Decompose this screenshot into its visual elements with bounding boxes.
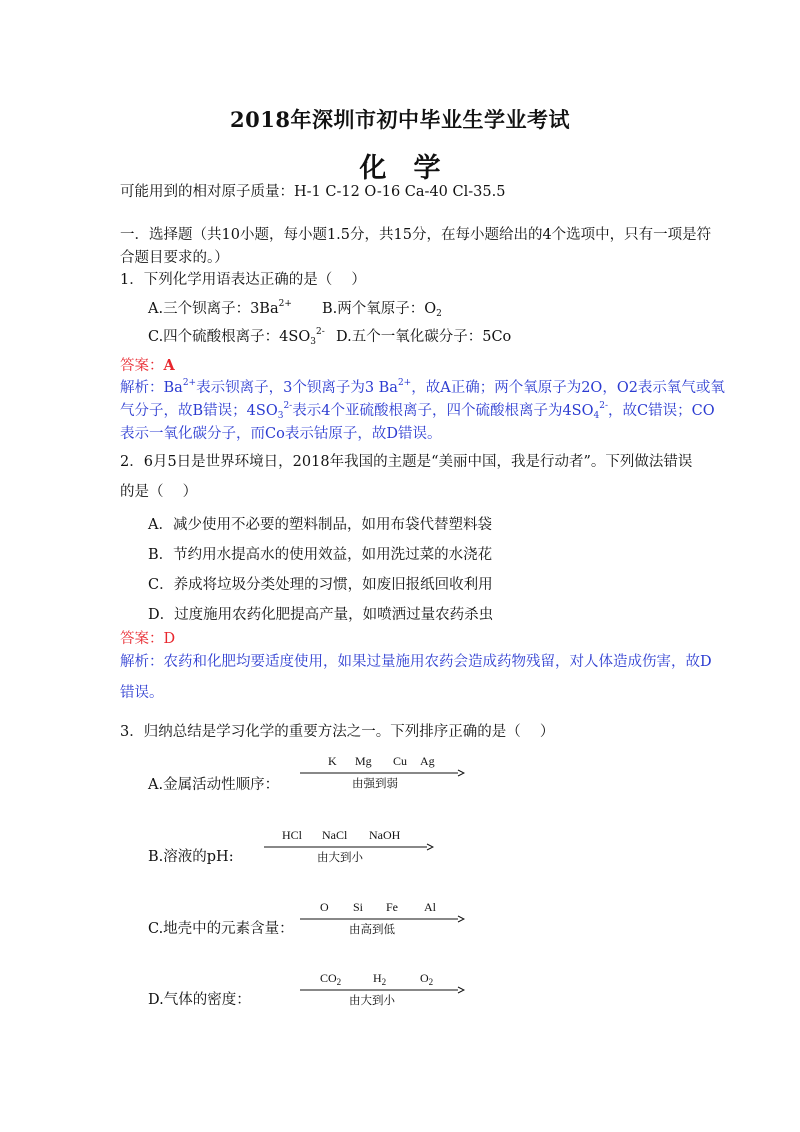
q1-explanation-line1: 解析：$Ba^{2+}$表示钡离子，3个钡离子为3 $Ba^{2+}$，故A正确；两个氧原子为2O，O2表示氧气或氧 — [120, 378, 725, 396]
q3-option-c-diagram — [300, 900, 465, 936]
q1-option-b: B.两个氧原子：$O_2$ — [322, 301, 442, 319]
q2-option-a: A．减少使用不必要的塑料制品，如用布袋代替塑料袋 — [148, 517, 492, 533]
q3-d-item: $O_2$ — [420, 971, 434, 987]
section-instructions-line2: 合题目要求的。） — [120, 250, 229, 266]
q2-stem-line1: 2．6月5日是世界环境日，2018年我国的主题是“美丽中国，我是行动者”。下列做法错误 — [120, 454, 693, 470]
q3-stem: 3．归纳总结是学习化学的重要方法之一。下列排序正确的是（ ） — [120, 724, 555, 740]
exam-title: 2018年深圳市初中毕业生学业考试 — [230, 107, 570, 132]
q3-d-item: $H_2$ — [373, 971, 387, 987]
q3-b-order-note: 由大到小 — [317, 850, 363, 864]
q3-option-d-label: D.气体的密度： — [148, 992, 251, 1008]
q1-option-d: D.五个一氧化碳分子：5Co — [336, 329, 512, 345]
q3-a-item: Ag — [420, 754, 435, 768]
q2-stem-line2: 的是（ ） — [120, 484, 198, 500]
q3-option-b-label: B.溶液的pH: — [148, 849, 234, 865]
q1-explanation-line2: 气分子，故B错误；$4SO_3^{2-}$表示4个亚硫酸根离子，四个硫酸根离子为$4SO_4^{2-}$，故C错误；CO — [120, 401, 715, 421]
q3-c-order-note: 由高到低 — [349, 922, 395, 936]
q3-option-b-diagram — [264, 828, 434, 864]
q2-answer: 答案：D — [120, 631, 176, 647]
q2-option-b: B．节约用水提高水的使用效益，如用洗过菜的水浇花 — [148, 547, 493, 563]
q2-explanation-line1: 解析：农药和化肥均要适度使用，如果过量施用农药会造成药物残留，对人体造成伤害，故D — [120, 654, 712, 670]
q3-a-order-note: 由强到弱 — [352, 776, 398, 790]
q3-b-item: NaCl — [322, 828, 348, 842]
q3-d-item: $CO_2$ — [320, 971, 342, 987]
q1-option-a: A.三个钡离子：$3Ba^{2+}$ — [148, 299, 292, 317]
q3-option-c-label: C.地壳中的元素含量： — [148, 921, 294, 937]
q3-a-item: K — [328, 754, 337, 768]
q3-a-item: Cu — [393, 754, 408, 768]
q3-a-item: Mg — [355, 754, 372, 768]
q2-option-d: D．过度施用农药化肥提高产量，如喷洒过量农药杀虫 — [148, 607, 494, 623]
q1-explanation-line3: 表示一氧化碳分子，而Co表示钴原子，故D错误。 — [120, 426, 442, 442]
section-instructions-line1: 一．选择题（共10小题，每小题1.5分，共15分，在每小题给出的4个选项中，只有一项是符 — [120, 227, 712, 243]
atomic-masses: 可能用到的相对原子质量：H-1 C-12 O-16 Ca-40 Cl-35.5 — [120, 184, 506, 200]
q3-b-item: HCl — [282, 828, 303, 842]
q3-d-order-note: 由大到小 — [349, 993, 395, 1007]
q2-explanation-line2: 错误。 — [120, 685, 164, 701]
q3-option-a-diagram — [300, 754, 465, 790]
q3-c-item: Si — [353, 900, 364, 914]
subject-title: 化 学 — [359, 153, 441, 184]
q3-c-item: Fe — [386, 900, 398, 914]
q1-answer: 答案：A — [120, 357, 175, 374]
q1-stem: 1．下列化学用语表达正确的是（ ） — [120, 272, 366, 288]
q3-c-item: O — [320, 900, 329, 914]
q3-c-item: Al — [424, 900, 436, 914]
q2-option-c: C．养成将垃圾分类处理的习惯，如废旧报纸回收利用 — [148, 577, 493, 593]
q3-option-d-diagram — [300, 971, 465, 1007]
q1-option-c: C.四个硫酸根离子：$4SO_3^{2-}$ — [148, 327, 325, 347]
q3-option-a-label: A.金属活动性顺序： — [148, 777, 280, 793]
q3-b-item: NaOH — [369, 828, 401, 842]
